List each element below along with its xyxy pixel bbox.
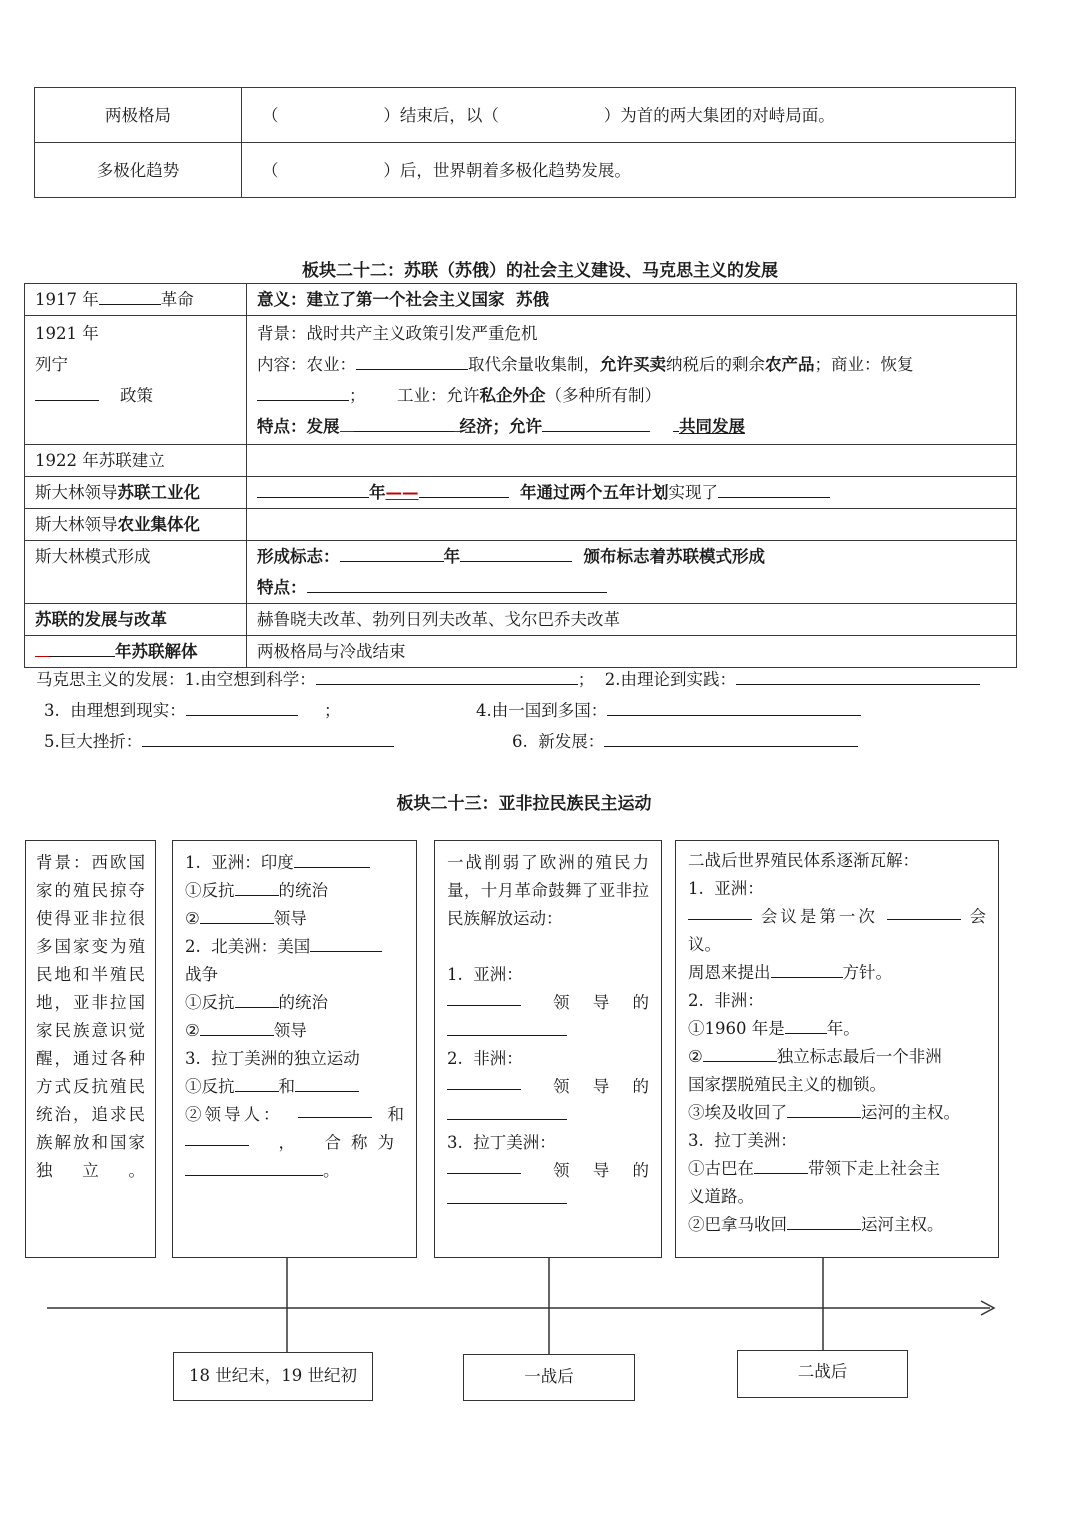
text: 的统治 [278,881,328,900]
text: ； 2.由理论到实践： [577,670,736,689]
text: ①反抗 [185,993,235,1012]
text: 4.由一国到多国： [476,701,608,720]
text: ； [349,386,366,405]
text: 实现了 [668,483,718,502]
text: 马克思主义的发展：1.由空想到科学： [36,670,316,689]
text: ②巴拿马收回 [688,1215,787,1234]
text: 苏联工业化 [117,483,200,502]
text: 年 [443,547,460,566]
text: 会 [969,907,986,926]
text: 内容：农业： [257,355,356,374]
text: 1. 亚洲：印度 [185,853,294,872]
text: 周恩来提出 [688,963,771,982]
text: —— [385,483,419,502]
text: 6. 新发展： [512,732,605,751]
text: 年苏联解体 [115,642,198,661]
text: 国家摆脱殖民主义的枷锁。 [688,1075,886,1094]
text: 独立标志最后一个非洲 [776,1047,942,1066]
row-left: 苏联的发展与改革 [25,604,247,636]
text: 斯大林领导 [35,515,118,534]
text: 年通过两个五年计划 [520,483,669,502]
row-label: 多极化趋势 [35,143,242,198]
text: 5.巨大挫折： [44,732,143,751]
text: 领导 [273,909,307,928]
text: 和 [387,1105,404,1124]
text: 政策 [119,386,153,405]
text: 3. 拉丁美洲： [447,1133,556,1152]
text: ①反抗 [185,881,235,900]
text: 1. 亚洲： [447,965,523,984]
text: 私企外企 [479,386,546,405]
text: 领 导 的 [553,1077,649,1096]
text: ①反抗 [185,1077,235,1096]
text: 共同发展 [678,417,745,436]
text: 斯大林领导 [35,483,118,502]
text: 3. 拉丁美洲： [688,1131,797,1150]
row-left: 1922 年苏联建立 [25,445,247,477]
text: 背景：战时共产主义政策引发严重危机 [257,324,538,343]
text: 工业：允许 [396,386,480,405]
row-content: （ ）结束后，以（ ）为首的两大集团的对峙局面。 [242,88,1016,143]
text: 2. 非洲： [688,991,764,1010]
text: 运河的主权。 [861,1103,960,1122]
text: 的统治 [278,993,328,1012]
text: 领 导 的 [553,993,649,1012]
row-label: 两极格局 [35,88,242,143]
text: 取代余量收集制， [468,355,600,374]
text: 。 [323,1161,340,1180]
section-23-title: 板块二十三：亚非拉民族民主运动 [396,794,652,814]
row-right: 赫鲁晓夫改革、勃列日列夫改革、戈尔巴乔夫改革 [247,604,1017,636]
text: ② [688,1047,703,1066]
text: 领 导 的 [553,1161,649,1180]
row-right: 意义：建立了第一个社会主义国家 苏俄 [247,284,1017,316]
text: 允许买卖 [600,355,666,374]
text: 农产品 [765,355,815,374]
text: 义道路。 [688,1187,754,1206]
text: 纳税后的剩余 [666,355,765,374]
text: 2. 非洲： [447,1049,523,1068]
text: 3. 拉丁美洲的独立运动 [185,1049,360,1068]
text: 带领下走上社会主 [808,1159,940,1178]
text: 1917 年 [35,290,99,309]
text: （多种所有制） [545,386,661,405]
text: 特点：发展 [257,417,340,436]
text: 3. 由理想到现实： [44,701,186,720]
text: ， [278,1133,295,1152]
text: 革命 [160,290,194,309]
text: 2. 北美洲：美国 [185,937,311,956]
text: ；商业：恢复 [814,355,914,374]
text: 经济；允许 [459,417,542,436]
text: ③埃及收回了 [688,1103,787,1122]
text: 合称为 [324,1133,404,1152]
row-left: 斯大林模式形成 [25,541,247,604]
text: 1. 亚洲： [688,879,764,898]
text: ①1960 年是 [688,1019,785,1038]
text: ② [185,909,200,928]
text: ② [185,1021,200,1040]
timeline-label-1: 18 世纪末，19 世纪初 [173,1352,373,1401]
text: 农业集体化 [117,515,200,534]
text: 和 [278,1077,295,1096]
row-right: 两极格局与冷战结束 [247,636,1017,668]
text: 领导 [273,1021,307,1040]
text: 运河主权。 [861,1215,944,1234]
text: 列宁 [35,355,68,374]
row-content: （ ）后，世界朝着多极化趋势发展。 [242,143,1016,198]
section-22-title: 板块二十二：苏联（苏俄）的社会主义建设、马克思主义的发展 [302,261,778,281]
text: ②领导人： [185,1105,283,1124]
text: 一战削弱了欧洲的殖民力量，十月革命鼓舞了亚非拉民族解放运动： [447,853,649,928]
text: 1921 年 [35,324,99,343]
text: 会议是第一次 [760,907,878,926]
timeline-label-3: 二战后 [737,1350,908,1398]
background-text: 背景：西欧国家的殖民掠夺使得亚非拉很多国家变为殖民地和半殖民地，亚非拉国家民族意识觉醒，通过各种方式反抗殖民统治，追求民族解放和国家独立。 [36,853,145,1180]
text: 特点： [257,578,307,597]
text: 战争 [185,965,218,984]
text: ①古巴在 [688,1159,754,1178]
text: ； [323,701,341,720]
text: 年。 [826,1019,860,1038]
text: 议。 [688,935,721,954]
text: 年 [369,483,386,502]
text: 颁布标志着苏联模式形成 [583,547,765,566]
text: 形成标志： [257,547,340,566]
text: 方针。 [842,963,892,982]
timeline-label-2: 一战后 [463,1354,635,1401]
text: 二战后世界殖民体系逐渐瓦解： [688,851,919,870]
